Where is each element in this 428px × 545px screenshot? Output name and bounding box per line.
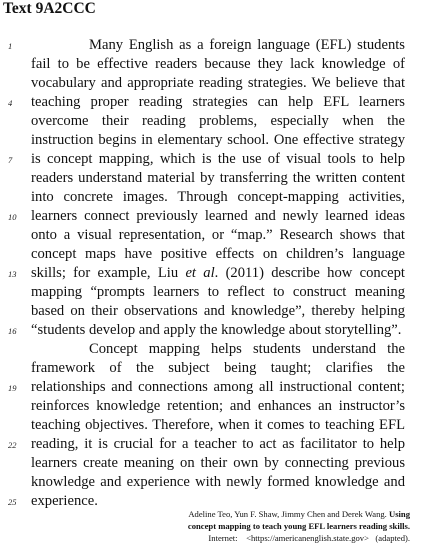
text-line: Many English as a foreign language (EFL) students <box>89 37 405 53</box>
line-number: 25 <box>8 497 17 507</box>
line-number: 7 <box>8 155 13 165</box>
text-line: vocabulary and appropriate reading strategies. We believe that <box>31 75 405 91</box>
text-line: overcome their reading problems, especially when the <box>31 113 405 129</box>
line-number: 13 <box>8 269 17 279</box>
line-number: 22 <box>8 440 17 450</box>
source-line-3 <box>208 532 410 544</box>
source-internet-label: Internet: <box>208 533 238 543</box>
text-line: framework of the subject being taught; clarifies the <box>31 360 405 376</box>
source-authors: Adeline Teo, Yun F. Shaw, Jimmy Chen and Derek Wang. <box>188 509 387 519</box>
text-line: onto a visual representation, or “map.” Research shows that <box>31 227 405 243</box>
source-article-title-part1: Using <box>388 509 410 519</box>
text-line: relationships and connections among all instructional content; <box>31 379 405 395</box>
text-line: experience. <box>31 493 98 509</box>
text-line: reinforces knowledge retention; and enhances an instructor’s <box>31 398 405 414</box>
text-title: Text 9A2CCC <box>3 0 96 17</box>
line-number: 4 <box>8 98 13 108</box>
source-line-2 <box>188 520 410 532</box>
line-number: 19 <box>8 383 17 393</box>
source-line-1 <box>188 508 410 520</box>
text-line: learners connect previously learned and newly learned ideas <box>31 208 405 224</box>
source-note: (adapted). <box>375 533 410 543</box>
text-line: teaching proper reading strategies can help EFL learners <box>31 94 405 110</box>
text-line: readers understand material by transferring the written content <box>31 170 405 186</box>
text-line: fail to be effective readers because they lack knowledge of <box>31 56 405 72</box>
text-line: “students develop and apply the knowledge about storytelling”. <box>31 322 402 338</box>
text-line: knowledge and experience with newly formed knowledge and <box>31 474 405 490</box>
text-line: skills; for example, Liu et al. (2011) describe how concept <box>31 265 405 281</box>
text-line: Concept mapping helps students understand the <box>89 341 405 357</box>
line-number: 10 <box>8 212 17 222</box>
text-line: into concrete images. Through concept-mapping activities, <box>31 189 405 205</box>
source-article-title-part2: concept mapping to teach young EFL learners reading skills. <box>187 521 410 531</box>
text-line: teaching objectives. Therefore, when it comes to teaching EFL <box>31 417 405 433</box>
text-line: is concept mapping, which is the use of visual tools to help <box>31 151 405 167</box>
line-number: 16 <box>8 326 17 336</box>
text-line: based on their observations and knowledge”, thereby helping <box>31 303 405 319</box>
text-line: instruction begins in elementary school. One effective strategy <box>31 132 405 148</box>
source-url: <https://americanenglish.state.gov> <box>246 533 369 543</box>
text-line: mapping “prompts learners to reflect to construct meaning <box>31 284 405 300</box>
text-line: concept maps have positive effects on children’s language <box>31 246 405 262</box>
text-line: reading, it is crucial for a teacher to act as facilitator to help <box>31 436 405 452</box>
text-line: learners create meaning on their own by connecting previous <box>31 455 405 471</box>
line-number: 1 <box>8 41 13 51</box>
